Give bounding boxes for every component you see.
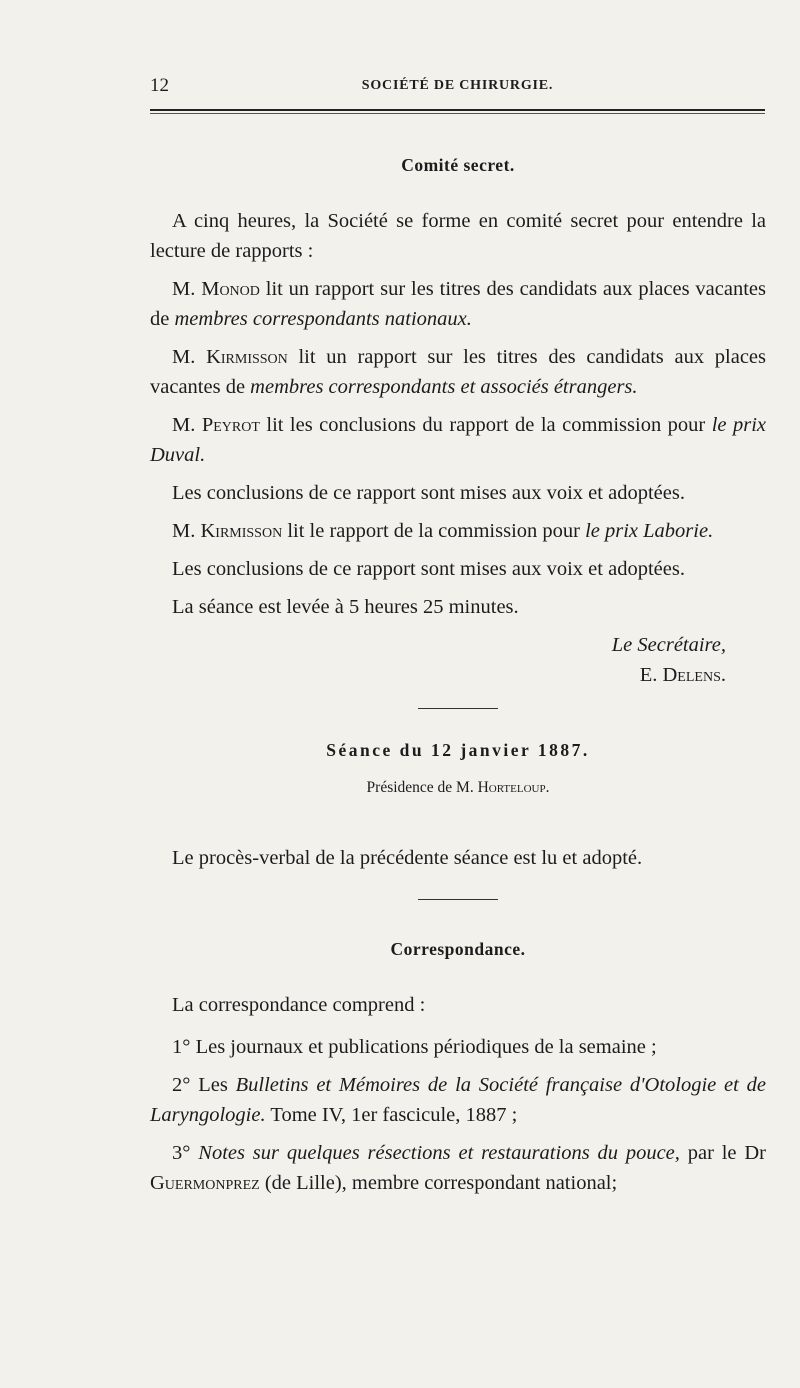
secretaire-label	[150, 630, 766, 660]
item-suffix: Tome IV, 1er fascicule, 1887 ;	[265, 1104, 518, 1126]
italic-text: le prix Duval.	[150, 414, 766, 466]
peyrot-paragraph: M. Peyrot lit les conclusions du rapport de la commission pour le prix Duval.	[150, 414, 766, 466]
president-name: Horteloup.	[477, 779, 550, 796]
seance-levee: La séance est levée à 5 heures 25 minutes.	[172, 596, 519, 618]
paragraph-text: lit un rapport sur les titres des candidats aux places vacantes de	[150, 278, 767, 330]
item-prefix: 2° Les	[172, 1074, 236, 1096]
conclusions-1: Les conclusions de ce rapport sont mises aux voix et adoptées.	[172, 482, 685, 504]
correspondance-item-2	[150, 1070, 766, 1130]
header-rule-thin	[150, 113, 765, 114]
page-number: 12	[150, 75, 169, 96]
italic-text: membres correspondants et associés étrangers.	[250, 376, 638, 398]
item-suffix: (de Lille), membre correspondant national;	[259, 1172, 618, 1194]
correspondance-intro: La correspondance comprend :	[172, 994, 426, 1016]
conclusions-2: Les conclusions de ce rapport sont mises aux voix et adoptées.	[172, 558, 685, 580]
author-name: Guermonprez	[150, 1172, 260, 1194]
italic-text: Bulletins et Mémoires de la Société française d'Otologie et de Laryngologie.	[150, 1074, 766, 1126]
author-name: Kirmisson	[200, 520, 283, 542]
page-header	[150, 75, 765, 101]
presidence	[150, 773, 766, 803]
page-body	[150, 150, 766, 1198]
comite-heading: Comité secret.	[401, 155, 515, 175]
author-name: Monod	[201, 278, 260, 300]
running-head: SOCIÉTÉ DE CHIRURGIE.	[361, 78, 554, 93]
kirmisson-paragraph-1: M. Kirmisson lit un rapport sur les titres des candidats aux places vacantes de membres correspondants et associés étrangers.	[150, 346, 766, 398]
comite-intro: A cinq heures, la Société se forme en comité secret pour entendre la lecture de rapports :	[150, 210, 766, 262]
correspondance-heading: Correspondance.	[390, 939, 526, 959]
signature: E. Delens.	[639, 664, 726, 686]
item-prefix: 3°	[172, 1142, 199, 1164]
seance-title: Séance du 12 janvier 1887.	[326, 740, 590, 760]
italic-text: membres correspondants nationaux.	[174, 308, 472, 330]
italic-text: Le Secrétaire,	[611, 634, 726, 656]
paragraph-text: lit le rapport de la commission pour	[282, 520, 586, 542]
monod-paragraph: M. Monod lit un rapport sur les titres des candidats aux places vacantes de membres correspondants nationaux.	[150, 278, 767, 330]
italic-text: le prix Laborie.	[585, 520, 714, 542]
presidence-prefix: Présidence de M.	[366, 779, 478, 796]
correspondance-item-3	[150, 1138, 766, 1198]
author-name: Kirmisson	[206, 346, 288, 368]
paragraph-text: lit les conclusions du rapport de la commission pour	[259, 414, 712, 436]
italic-text: Notes sur quelques résections et restaurations du pouce,	[198, 1142, 680, 1164]
kirmisson-paragraph-2: M. Kirmisson lit le rapport de la commission pour le prix Laborie.	[172, 520, 714, 542]
correspondance-item-1: 1° Les journaux et publications périodiques de la semaine ;	[172, 1036, 657, 1058]
header-rule	[150, 109, 765, 111]
paragraph-text: lit un rapport sur les titres des candidats aux places vacantes de	[150, 346, 766, 398]
proces-verbal: Le procès-verbal de la précédente séance est lu et adopté.	[172, 847, 643, 869]
item-mid: par le Dr	[679, 1142, 766, 1164]
author-name: Peyrot	[201, 414, 260, 436]
